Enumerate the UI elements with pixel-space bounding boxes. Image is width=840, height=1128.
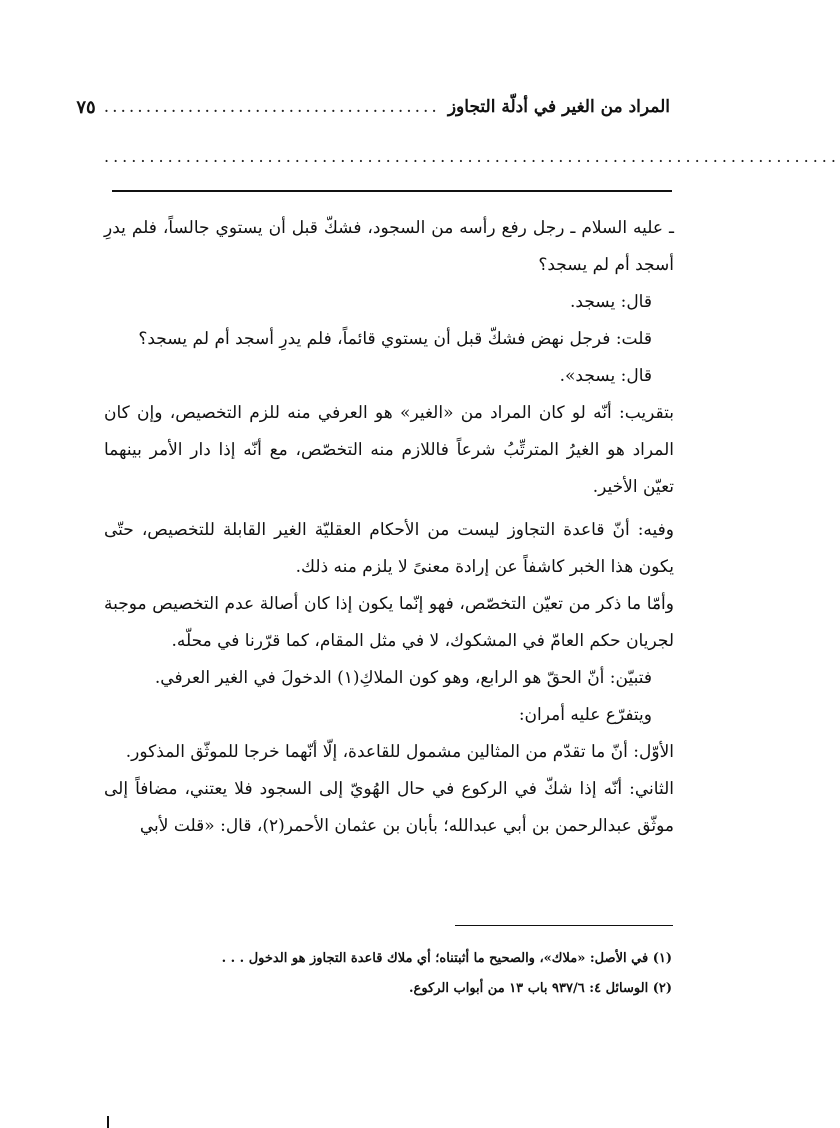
header-rule <box>112 190 672 192</box>
footnote: (١) في الأصل: «ملاك»، والصحيح ما أثبتناه؛ أي ملاك قاعدة التجاوز هو الدخول . . . <box>221 951 672 966</box>
footnotes <box>104 944 672 1004</box>
header-title: المراد من الغير في أدلّة التجاوز <box>447 97 670 117</box>
paragraph: فتبيّن: أنّ الحقّ هو الرابع، وهو كون الملاكِ(١) الدخولَ في الغير العرفي. <box>154 668 652 688</box>
paragraph: بتقريب: أنّه لو كان المراد من «الغير» هو العرفي منه للزم التخصيص، وإن كان المراد هو الغيرُ المترتِّبُ شرعاً فاللازم منه التخصّص، مع أنّه إذا دار الأمر بينهما تعيّن الأخير. <box>104 403 674 497</box>
paragraph: الثاني: أنّه إذا شكّ في الركوع في حال الهُويّ إلى السجود فلا يعتني، مضافاً إلى موثّق عبدالرحمن بن أبي عبدالله؛ بأبان بن عثمان الأحمر(٢)، قال: «قلت لأبي <box>104 779 674 836</box>
body-text <box>104 210 674 845</box>
header-leader-dots: ........................................ <box>103 97 440 117</box>
footnote: (٢) الوسائل ٤: ٩٣٧/٦ باب ١٣ من أبواب الركوع. <box>409 981 672 996</box>
paragraph: ـ عليه السلام ـ رجل رفع رأسه من السجود، فشكّ قبل أن يستوي جالساً، فلم يدرِ أسجد أم لم يسجد؟ <box>104 218 674 275</box>
paragraph: وفيه: أنّ قاعدة التجاوز ليست من الأحكام العقليّة الغير القابلة للتخصيص، حتّى يكون هذا الخبر كاشفاً عن إرادة معنىً لا يلزم منه ذلك. <box>104 520 674 577</box>
paragraph: ويتفرّع عليه أمران: <box>518 705 652 725</box>
paragraph: قال: يسجد». <box>559 366 652 386</box>
running-header <box>76 90 670 124</box>
footnote-rule <box>455 925 673 926</box>
paragraph: قال: يسجد. <box>570 292 652 312</box>
dotted-separator: ................................................................................. <box>104 147 840 166</box>
paragraph: الأوّل: أنّ ما تقدّم من المثالين مشمول للقاعدة، إلّا أنّهما خرجا للموثّق المذكور. <box>125 742 674 762</box>
page-number: ٧٥ <box>76 96 96 118</box>
paragraph: وأمّا ما ذكر من تعيّن التخصّص، فهو إنّما يكون إذا كان أصالة عدم التخصيص موجبة لجريان حكم العامّ في المشكوك، لا في مثل المقام، كما قرّرنا في محلّه. <box>104 594 674 651</box>
paragraph: قلت: فرجل نهض فشكّ قبل أن يستوي قائماً، فلم يدرِ أسجد أم لم يسجد؟ <box>138 329 652 349</box>
page-edge-mark <box>107 1116 109 1128</box>
